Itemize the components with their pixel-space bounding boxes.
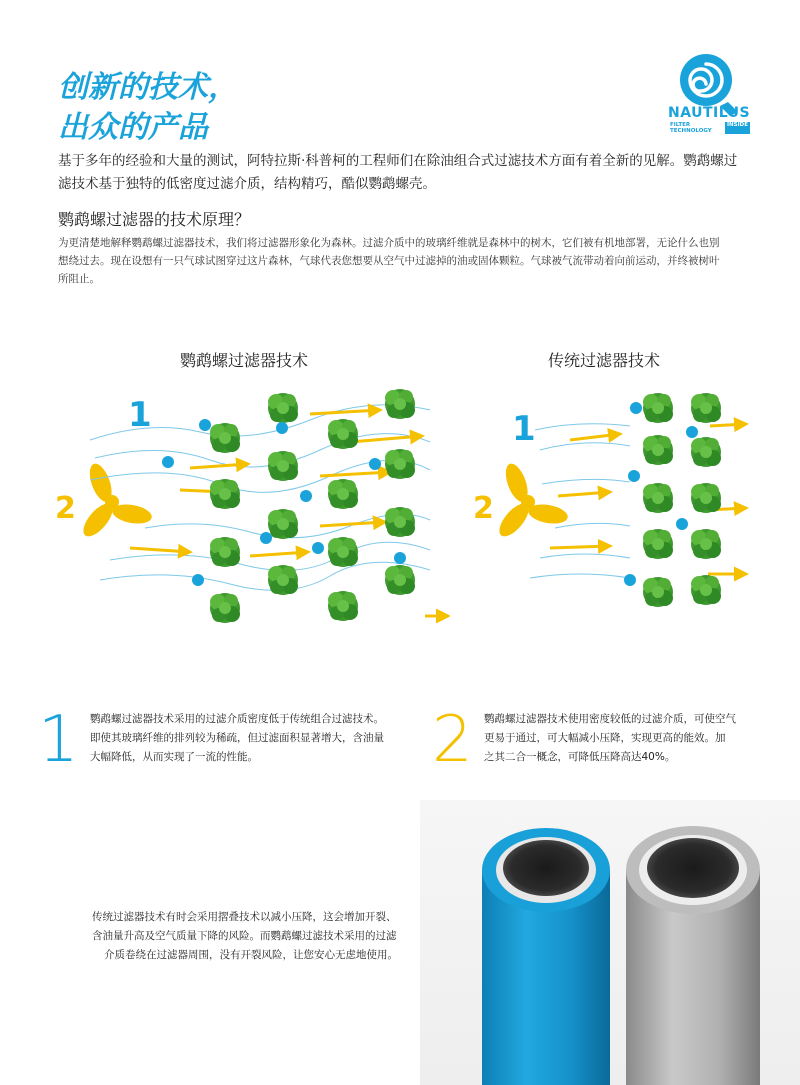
intro-paragraph (58, 150, 758, 196)
headline-line-2: 出众的产品 (58, 110, 208, 145)
point-2-line-3: 之其二合一概念，可降低压降高达40%。 (484, 751, 676, 763)
intro-line-2: 滤技术基于独特的低密度过滤介质，结构精巧，酷似鹦鹉螺壳。 (58, 176, 436, 192)
filter-product-photo (420, 800, 800, 1085)
bottom-line-2: 含油量升高及空气质量下降的风险。而鹦鹉螺过滤技术采用的过滤 (92, 930, 397, 942)
filter-cartridges-image (420, 800, 800, 1085)
bottom-line-3: 介质卷绕在过滤器周围，没有开裂风险，让您安心无虑地使用。 (104, 949, 398, 961)
diagram-label-1: 1 (128, 395, 152, 435)
point-number-2: 2 (432, 703, 473, 777)
explanation-paragraph (58, 234, 758, 288)
logo-tagline-left: FILTER TECHNOLOGY (670, 122, 712, 134)
point-1-text (90, 710, 400, 767)
bottom-paragraph (92, 908, 422, 965)
tree-cluster (210, 389, 415, 623)
point-2-line-2: 更易于通过，可大幅减小压降，实现更高的能效。加 (484, 732, 726, 744)
diagram-label-2: 2 (55, 491, 76, 526)
diagram-label-1-right: 1 (512, 409, 536, 449)
intro-line-1: 基于多年的经验和大量的测试，阿特拉斯·科普柯的工程师们在除油组合式过滤技术方面有着全新的见解。鹦鹉螺过 (58, 153, 738, 169)
logo-tagline (670, 122, 750, 134)
fan-icon-right (494, 461, 569, 541)
explain-line-1: 为更清楚地解释鹦鹉螺过滤器技术，我们将过滤器形象化为森林。过滤介质中的玻璃纤维就是森林中的树木，它们被有机地部署，无论什么也别 (58, 237, 720, 249)
point-2-text (484, 710, 769, 767)
point-number-1: 1 (38, 703, 79, 777)
nautilus-forest-diagram (50, 380, 450, 630)
bottom-line-1: 传统过滤器技术有时会采用摺叠技术以减小压降，这会增加开裂、 (92, 911, 397, 923)
explain-line-3: 所阻止。 (58, 273, 100, 285)
section-subheading: 鹦鹉螺过滤器的技术原理？ (58, 210, 251, 229)
point-1-line-2: 即使其玻璃纤维的排列较为稀疏，但过滤面积显著增大，含油量 (90, 732, 384, 744)
explain-line-2: 想绕过去。现在设想有一只气球试图穿过这片森林，气球代表您想要从空气中过滤掉的油或固体颗粒。气球被气流带动着向前运动，并终被树叶 (58, 255, 720, 267)
headline-line-1: 创新的技术， (58, 70, 238, 105)
traditional-forest-diagram (470, 380, 770, 630)
nautilus-diagram-title: 鹦鹉螺过滤器技术 (180, 351, 309, 370)
point-2-line-1: 鹦鹉螺过滤器技术使用密度较低的过滤介质，可使空气 (484, 713, 736, 725)
traditional-diagram-title: 传统过滤器技术 (548, 351, 661, 370)
airflow-lines-right (530, 424, 630, 578)
logo-tagline-inside: INSIDE (725, 122, 750, 134)
logo-wordmark: NAUTILUS (668, 105, 751, 121)
page-headline (58, 68, 238, 148)
point-1-line-1: 鹦鹉螺过滤器技术采用的过滤介质密度低于传统组合过滤技术。 (90, 713, 384, 725)
diagram-label-2-right: 2 (473, 491, 494, 526)
point-1-line-3: 大幅降低，从而实现了一流的性能。 (90, 751, 258, 763)
balloon-particles (162, 419, 406, 586)
